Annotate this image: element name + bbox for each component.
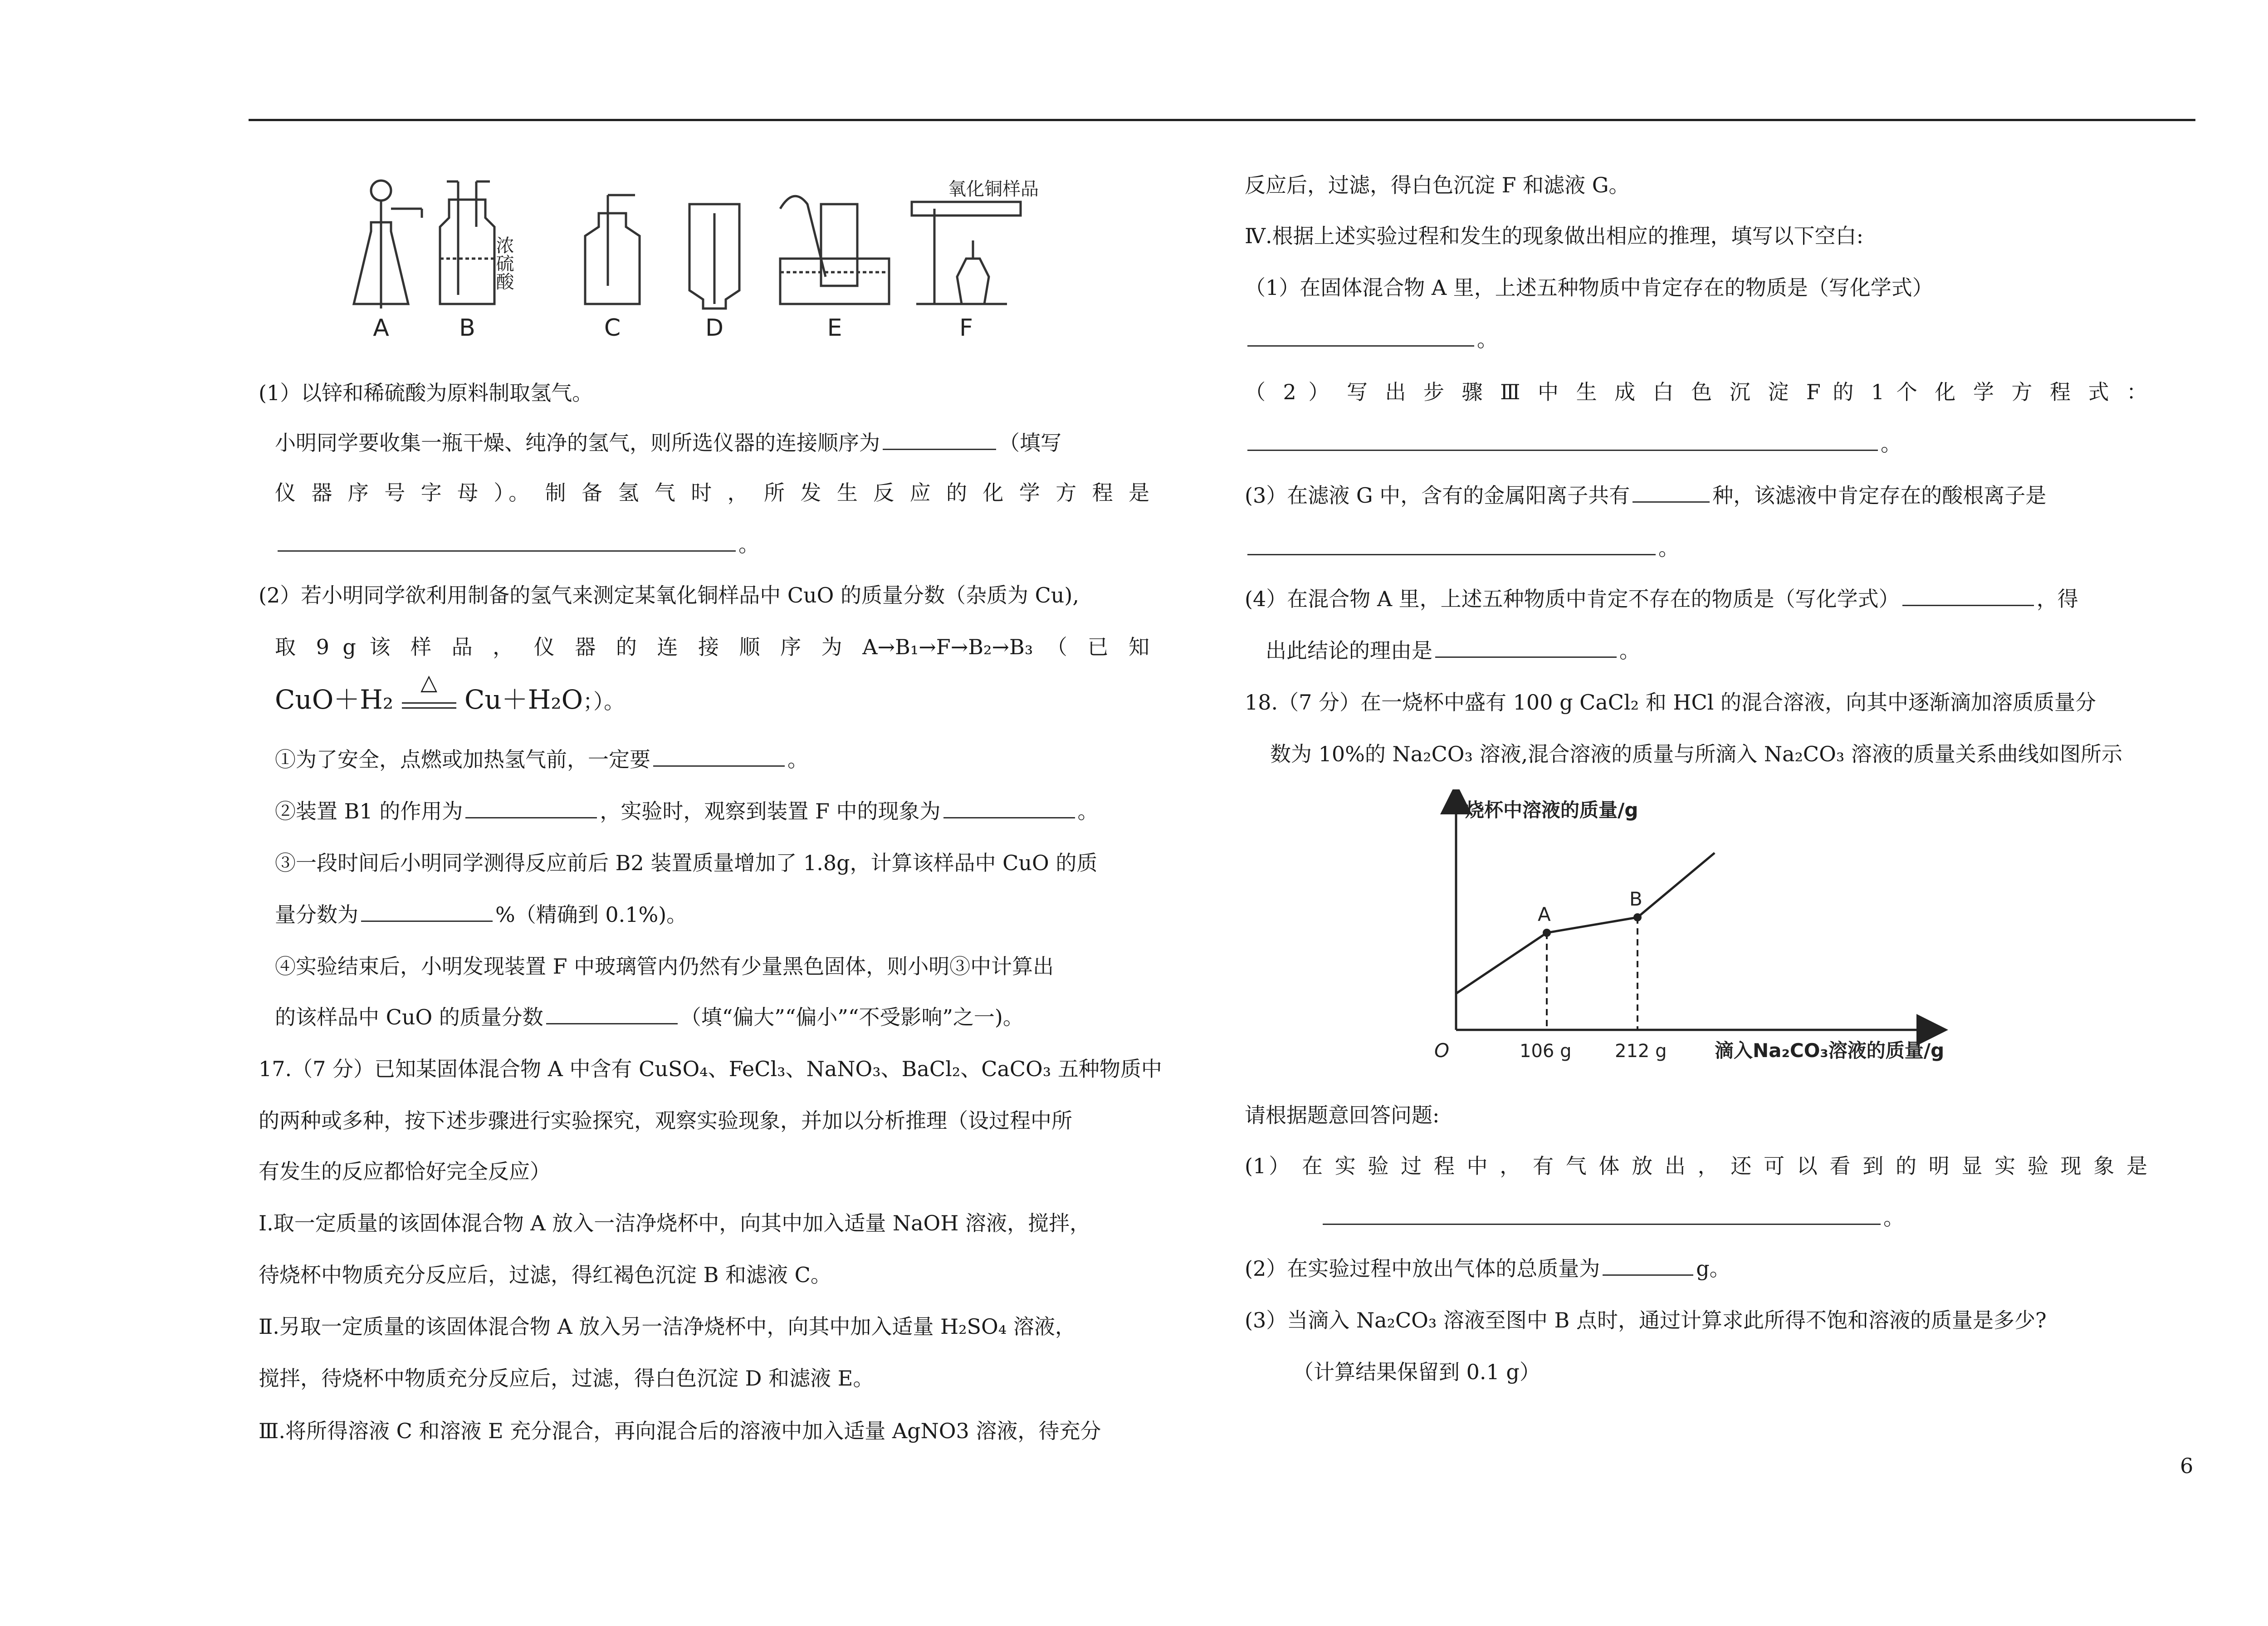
q18-ans1-line — [1320, 1204, 1904, 1231]
q1-line2: 仪 器 序 号 字 母 ）。 制 备 氢 气 时 ， 所 发 生 反 应 的 化 学 方 程 是 — [275, 480, 1149, 505]
q18-ans1-end: 。 — [1883, 1205, 1904, 1230]
q2-step1-end: 。 — [787, 747, 808, 772]
r-q2-blank[interactable] — [1247, 431, 1878, 451]
chart-x-tick-106: 106 g — [1520, 1041, 1572, 1062]
chart-y-label: 烧杯中溶液的质量/g — [1465, 799, 1638, 821]
header-rule — [249, 119, 2195, 121]
r-line2: Ⅳ.根据上述实验过程和发生的现象做出相应的推理，填写以下空白: — [1245, 224, 1864, 248]
apparatus-label-c: C — [604, 314, 621, 342]
r-q3-blank-count[interactable] — [1633, 483, 1710, 503]
r-q4 — [1245, 585, 2078, 612]
chart-point-b-label: B — [1629, 888, 1642, 910]
q17-step2a: Ⅱ.另取一定质量的该固体混合物 A 放入另一洁净烧杯中，向其中加入适量 H₂SO₄ 溶液， — [259, 1314, 1076, 1339]
q18-blank-phenomenon[interactable] — [1323, 1205, 1881, 1225]
r-q1-answer — [1245, 326, 1498, 353]
q1-title: (1）以锌和稀硫酸为原料制取氢气。 — [259, 381, 593, 405]
q2-step3: ③一段时间后小明同学测得反应前后 B2 装置质量增加了 1.8g，计算该样品中 CuO 的质 — [275, 851, 1098, 875]
q18-blank-gas-mass[interactable] — [1603, 1256, 1693, 1276]
q2-blank-f-observation[interactable] — [943, 799, 1075, 818]
q17-step2b: 搅拌，待烧杯中物质充分反应后，过滤，得白色沉淀 D 和滤液 E。 — [259, 1366, 874, 1391]
r-q2-end: 。 — [1881, 431, 1901, 456]
q2-blank-b1-role[interactable] — [465, 799, 597, 818]
q2-blank-percentage[interactable] — [361, 902, 493, 922]
r-q3-blank-anion[interactable] — [1247, 536, 1656, 555]
q1-line1 — [275, 429, 1061, 456]
apparatus-label-e: E — [827, 314, 842, 342]
r-q3-mid: 种，该滤液中肯定存在的酸根离子是 — [1712, 483, 2047, 508]
chart-x-label: 滴入Na₂CO₃溶液的质量/g — [1715, 1039, 1945, 1062]
chart-point-b — [1633, 913, 1642, 921]
mass-curve-chart — [1424, 789, 1950, 1071]
chart-x-tick-212: 212 g — [1615, 1041, 1667, 1062]
q2-step3b-text: 量分数为 — [275, 902, 358, 927]
r-q4-text: (4）在混合物 A 里，上述五种物质中肯定不存在的物质是（写化学式） — [1245, 587, 1900, 611]
q2-equation — [275, 670, 625, 715]
r-q2-answer — [1245, 430, 1901, 457]
q2-line1: (2）若小明同学欲利用制备的氢气来测定某氧化铜样品中 CuO 的质量分数（杂质为 Cu), — [259, 583, 1080, 607]
r-q4-mid: ，得 — [2036, 587, 2078, 611]
r-line1: 反应后，过滤，得白色沉淀 F 和滤液 G。 — [1245, 173, 1630, 197]
r-q4-reason — [1266, 637, 1640, 664]
r-q1: （1）在固体混合物 A 里，上述五种物质中肯定存在的物质是（写化学式） — [1245, 275, 1933, 300]
q17-step1a: Ⅰ.取一定质量的该固体混合物 A 放入一洁净烧杯中，向其中加入适量 NaOH 溶液，搅拌， — [259, 1211, 1091, 1235]
chart-point-a-label: A — [1538, 903, 1551, 926]
r-q3 — [1245, 482, 2046, 509]
r-q3-end: 。 — [1658, 536, 1679, 560]
q1-blank-equation[interactable] — [278, 532, 736, 552]
r-q4-end: 。 — [1619, 638, 1640, 663]
q2-step3b — [275, 901, 687, 928]
q18-ans3b: （计算结果保留到 0.1 g） — [1293, 1360, 1540, 1384]
chart-point-a — [1543, 929, 1551, 937]
r-q4-reason-text: 出此结论的理由是 — [1266, 638, 1432, 663]
q18-line1: 18.（7 分）在一烧杯中盛有 100 g CaCl₂ 和 HCl 的混合溶液，向其中逐渐滴加溶质质量分 — [1245, 690, 2097, 715]
q1-line3 — [275, 531, 759, 558]
q2-step1 — [275, 746, 808, 773]
q18-ans2 — [1245, 1255, 1730, 1282]
r-q1-blank[interactable] — [1247, 327, 1474, 347]
q2-step2-text: ②装置 B1 的作用为 — [275, 799, 463, 823]
q2-step4b-text: 的该样品中 CuO 的质量分数 — [275, 1005, 543, 1029]
r-q4-blank-reason[interactable] — [1435, 638, 1617, 658]
apparatus-label-a: A — [373, 314, 389, 342]
apparatus-label-b: B — [459, 314, 475, 342]
q2-eq-arrow — [402, 670, 456, 709]
q18-ans2-end: g。 — [1696, 1256, 1730, 1281]
q2-eq-right: Cu＋H₂O — [464, 684, 583, 715]
after-graph-text: 请根据题意回答问题: — [1245, 1103, 1440, 1127]
q17-line2: 的两种或多种，按下述步骤进行实验探究，观察实验现象，并加以分析推理（设过程中所 — [259, 1108, 1072, 1133]
q1-line1-tail: （填写 — [999, 431, 1061, 455]
r-q4-blank-absent[interactable] — [1902, 587, 2034, 606]
q2-line2: 取 9 g 该 样 品 ， 仪 器 的 连 接 顺 序 为 A→B₁→F→B₂→B₃ （ 已 知 — [275, 635, 1149, 659]
q2-eq-condition: △ — [420, 670, 438, 695]
q18-ans3: (3）当滴入 Na₂CO₃ 溶液至图中 B 点时，通过计算求此所得不饱和溶液的质量是多少? — [1245, 1308, 2047, 1332]
q2-eq-end: ；）。 — [583, 689, 625, 714]
apparatus-label-f: F — [959, 314, 973, 342]
q2-blank-effect[interactable] — [546, 1005, 678, 1024]
chart-series-line — [1456, 853, 1715, 994]
q1-line1-text: 小明同学要收集一瓶干燥、纯净的氢气，则所选仪器的连接顺序为 — [275, 431, 880, 455]
q2-step3b-end: %（精确到 0.1%)。 — [495, 902, 688, 927]
apparatus-b-reagent: 浓硫酸 — [493, 236, 514, 290]
q2-step2-end: 。 — [1077, 799, 1099, 823]
q18-ans1: (1） 在 实 验 过 程 中 ， 有 气 体 放 出 ， 还 可 以 看 到 的 明 显 实 验 现 象 是 — [1245, 1154, 2147, 1178]
q1-blank-order[interactable] — [883, 431, 996, 450]
q17-line3: 有发生的反应都恰好完全反应） — [259, 1159, 551, 1184]
q2-step2-mid: ，实验时，观察到装置 F 中的现象为 — [600, 799, 941, 823]
q2-blank-safety[interactable] — [653, 747, 785, 767]
r-q2: （ 2 ） 写 出 步 骤 Ⅲ 中 生 成 白 色 沉 淀 F 的 1 个 化 学 方 程 式 ： — [1245, 380, 2147, 404]
q2-step4: ④实验结束后，小明发现装置 F 中玻璃管内仍然有少量黑色固体，则小明③中计算出 — [275, 954, 1054, 979]
q18-line2: 数为 10%的 Na₂CO₃ 溶液,混合溶液的质量与所滴入 Na₂CO₃ 溶液的质量关系曲线如图所示 — [1270, 742, 2122, 766]
q2-eq-left: CuO＋H₂ — [275, 684, 394, 715]
r-q1-end: 。 — [1477, 327, 1498, 352]
q1-line3-end: 。 — [738, 532, 759, 557]
q2-step2 — [275, 798, 1099, 825]
apparatus-figure — [345, 168, 1116, 349]
q17-step3a: Ⅲ.将所得溶液 C 和溶液 E 充分混合，再向混合后的溶液中加入适量 AgNO3 溶液，待充分 — [259, 1419, 1101, 1443]
apparatus-f-sample: 氧化铜样品 — [948, 179, 1039, 200]
q2-step4b-end: （填“偏大”“偏小”“不受影响”之一)。 — [680, 1005, 1024, 1029]
r-q3-answer — [1245, 534, 1679, 562]
r-q3-text: (3）在滤液 G 中，含有的金属阳离子共有 — [1245, 483, 1630, 508]
q17-line1: 17.（7 分）已知某固体混合物 A 中含有 CuSO₄、FeCl₃、NaNO₃、BaCl₂、CaCO₃ 五种物质中 — [259, 1057, 1162, 1081]
page-number: 6 — [2180, 1454, 2194, 1478]
q2-step4b — [275, 1004, 1024, 1031]
q17-step1b: 待烧杯中物质充分反应后，过滤，得红褐色沉淀 B 和滤液 C。 — [259, 1263, 831, 1287]
q18-ans2-text: (2）在实验过程中放出气体的总质量为 — [1245, 1256, 1600, 1281]
chart-origin-label: O — [1434, 1039, 1450, 1062]
apparatus-label-d: D — [705, 314, 724, 342]
q2-step1-text: ①为了安全，点燃或加热氢气前，一定要 — [275, 747, 650, 772]
